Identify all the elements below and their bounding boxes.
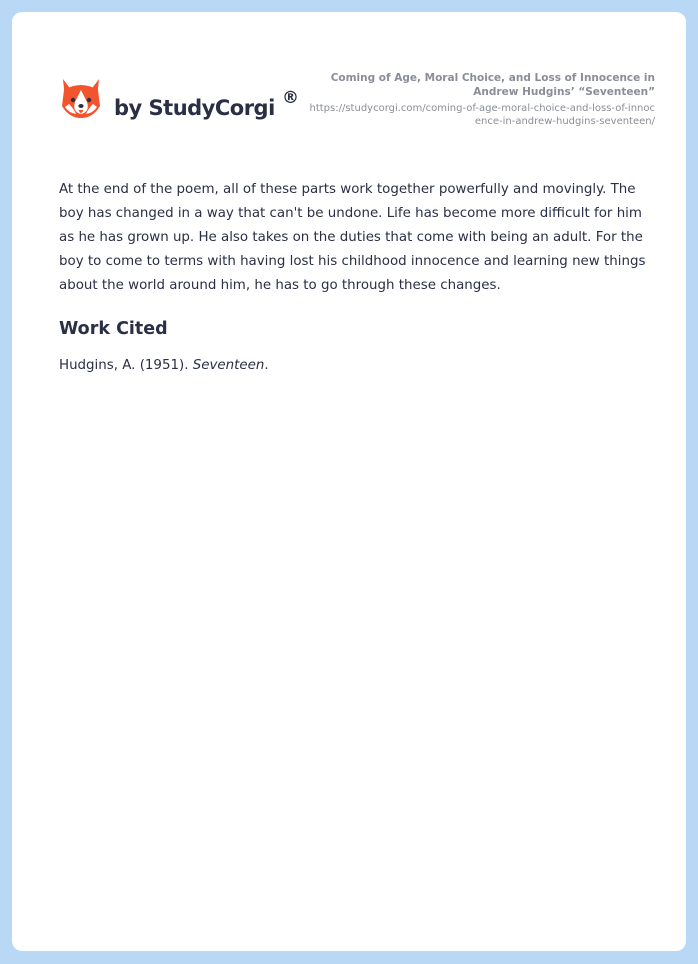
citation-author-year: Hudgins, A. (1951). [59,358,193,373]
corgi-logo-icon [60,76,102,122]
citation-entry [59,354,655,378]
document-title: Coming of Age, Moral Choice, and Loss of Innocence in Andrew Hudgins’ “Seventeen” [330,72,655,98]
body-paragraph: At the end of the poem, all of these parts work together powerfully and movingly. The boy has changed in a way that can't be undone. Life has become more difficult for him as he has grown up. He also takes on the duties that come with being an adult. For the boy to come to terms with having lost his childhood innocence and learning new things about the world around him, he has to go through these changes. [59,182,646,293]
citation-title: Seventeen [192,358,265,373]
document-meta [305,71,655,128]
citation-end: . [264,358,269,373]
registered-mark: ® [282,88,299,108]
document-url[interactable]: https://studycorgi.com/coming-of-age-moral-choice-and-loss-of-innocence-in-andrew-hudgins-seventeen/ [309,103,655,127]
studycorgi-logo[interactable] [60,76,310,136]
page-header [60,72,655,146]
works-cited-heading: Work Cited [59,319,168,339]
document-content [59,178,655,378]
logo-text: by StudyCorgi [114,96,275,120]
document-page [12,12,686,951]
